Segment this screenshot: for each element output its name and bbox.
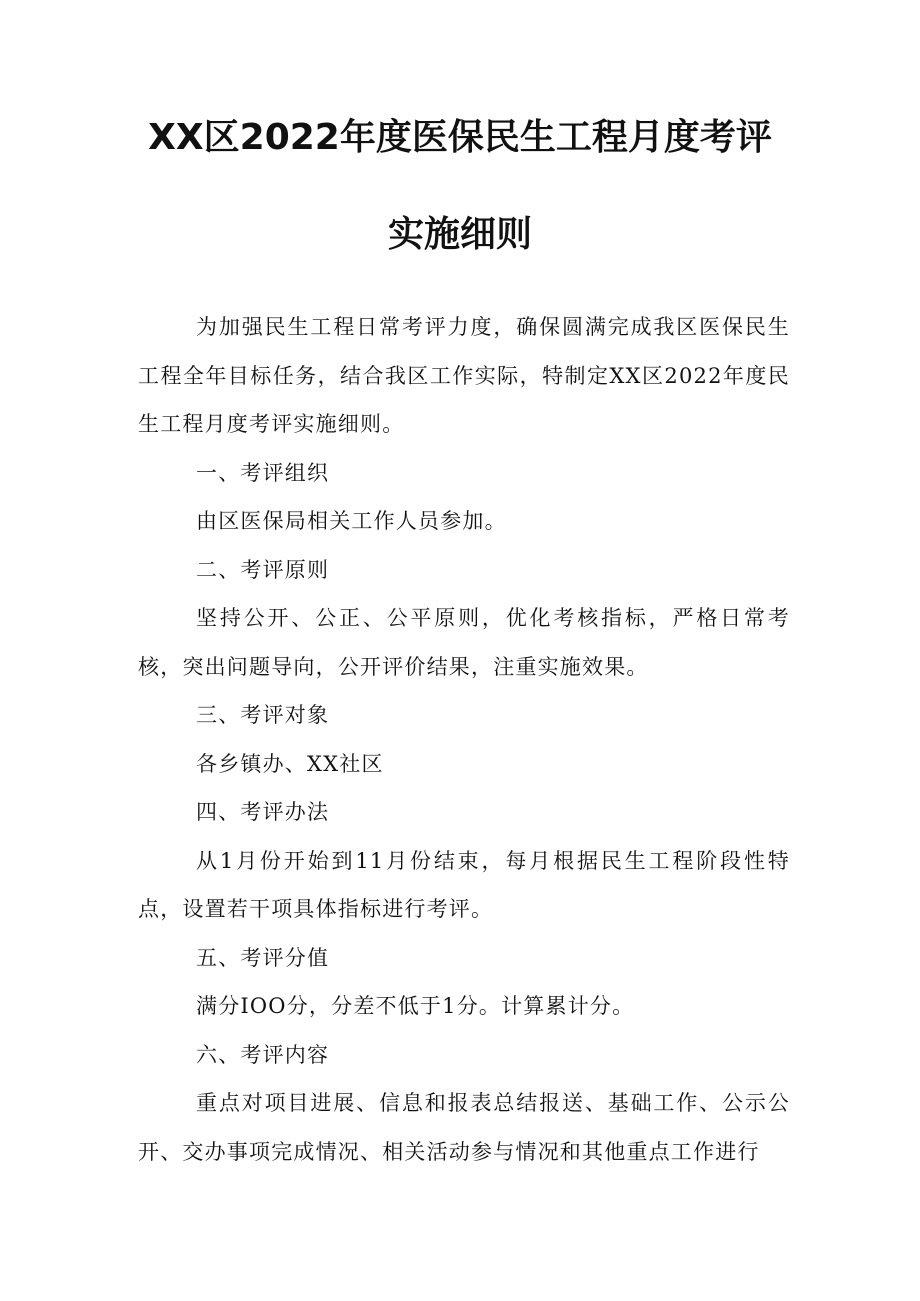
document-title-line-2: 实施细则 xyxy=(387,214,532,255)
content-paragraph: 重点对项目进展、信息和报表总结报送、基础工作、公示公开、交办事项完成情况、相关活动参与情况和其他重点工作进行 xyxy=(138,1091,790,1164)
section-heading-scoring: 五、考评分值 xyxy=(196,945,330,970)
intro-paragraph: 为加强民生工程日常考评力度，确保圆满完成我区医保民生工程全年目标任务，结合我区工作实际，特制定XX区2022年度民生工程月度考评实施细则。 xyxy=(138,315,790,436)
section-heading-organization: 一、考评组织 xyxy=(196,460,330,485)
section-heading-methods: 四、考评办法 xyxy=(196,800,330,824)
principles-paragraph: 坚持公开、公正、公平原则，优化考核指标，严格日常考核，突出问题导向，公开评价结果，注重实施效果。 xyxy=(138,606,790,679)
organization-paragraph: 由区医保局相关工作人员参加。 xyxy=(196,509,507,533)
section-heading-principles: 二、考评原则 xyxy=(196,557,330,582)
section-heading-targets: 三、考评对象 xyxy=(196,703,330,727)
section-heading-content: 六、考评内容 xyxy=(196,1042,330,1067)
targets-paragraph: 各乡镇办、XX社区 xyxy=(196,751,384,776)
document-title-line-1: XX区2022年度医保民生工程月度考评 xyxy=(148,117,772,158)
methods-paragraph: 从1月份开始到11月份结束，每月根据民生工程阶段性特点，设置若干项具体指标进行考评。 xyxy=(138,848,790,921)
document-body xyxy=(138,303,790,1176)
scoring-paragraph: 满分IOO分，分差不低于1分。计算累计分。 xyxy=(196,994,635,1018)
